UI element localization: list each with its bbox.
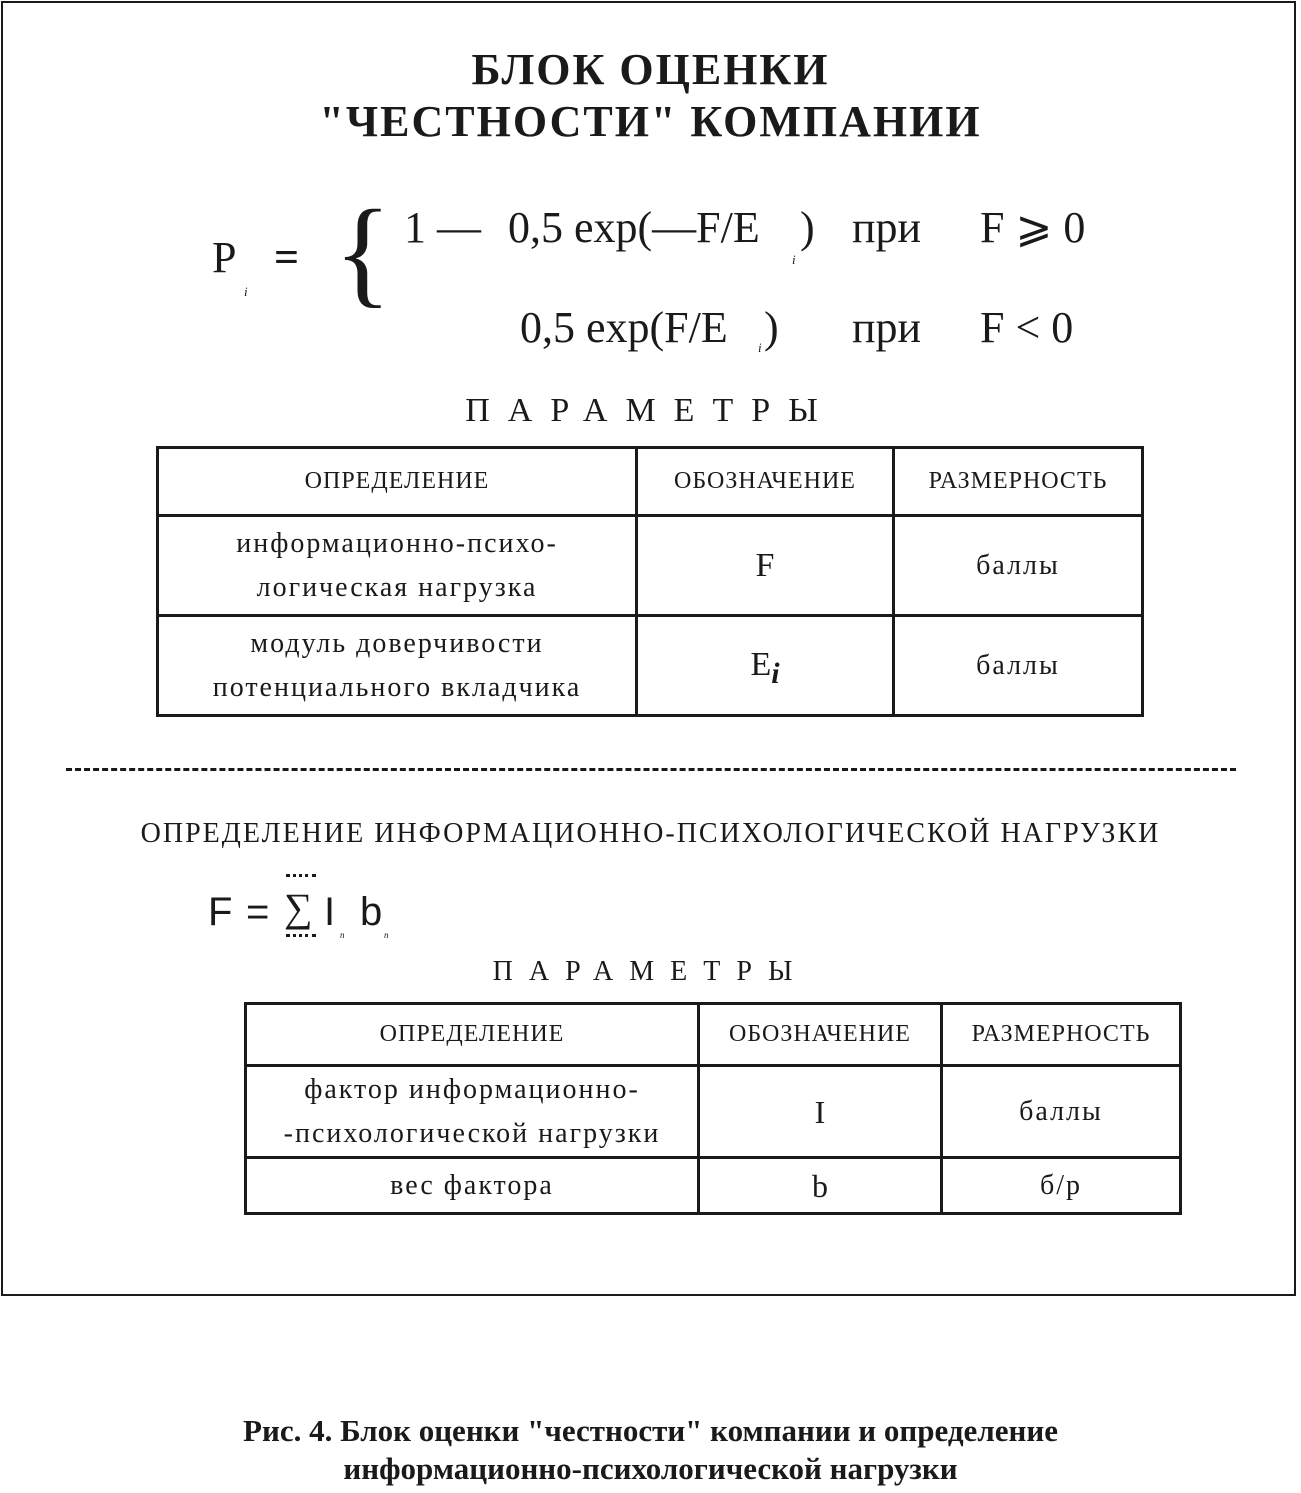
params1-row2-definition-l2: потенциального вкладчика: [212, 671, 582, 703]
formula2-term2: b: [360, 890, 383, 934]
params2-row1-unit: баллы: [942, 1066, 1181, 1158]
params2-header-symbol: ОБОЗНАЧЕНИЕ: [699, 1004, 942, 1066]
params1-row1-definition-l2: логическая нагрузка: [256, 571, 538, 603]
params2-header-unit: РАЗМЕРНОСТЬ: [942, 1004, 1181, 1066]
formula1-case2-cond-word: при: [852, 303, 922, 352]
params2-row1-definition-l1: фактор информационно-: [304, 1073, 640, 1105]
formula1-brace: {: [334, 185, 392, 318]
params1-row2-definition: [158, 616, 637, 716]
params1-row2-unit: баллы: [894, 616, 1143, 716]
formula1-case1-cond-word: при: [852, 203, 922, 252]
formula2-equals: =: [246, 890, 270, 934]
params1-row1-symbol: F: [637, 516, 894, 616]
params1-table: [156, 446, 1144, 717]
params2-row2-definition: вес фактора: [246, 1158, 699, 1214]
figure-caption-line2: информационно-психологической нагрузки: [343, 1451, 958, 1486]
params1-header-row: [158, 448, 1143, 516]
block-title-line2: "ЧЕСТНОСТИ" КОМПАНИИ: [319, 97, 982, 146]
formula2-lhs: F: [208, 890, 233, 934]
params2-row1-definition: [246, 1066, 699, 1158]
params2-header-definition: ОПРЕДЕЛЕНИЕ: [246, 1004, 699, 1066]
formula1-equals: =: [274, 233, 300, 282]
params2-row1-definition-l2: -психологической нагрузки: [283, 1117, 661, 1149]
formula1-case1-close: ): [800, 203, 815, 252]
formula2-sum: ∑: [284, 885, 313, 930]
formula2-term1-sub: n: [340, 930, 345, 940]
section2-heading: ОПРЕДЕЛЕНИЕ ИНФОРМАЦИОННО-ПСИХОЛОГИЧЕСКОЙ НАГРУЗКИ: [140, 818, 1161, 849]
params2-row2-symbol: b: [699, 1158, 942, 1214]
table-row: [158, 516, 1143, 616]
formula1-lhs-sub: i: [244, 284, 248, 299]
params1-row1-definition: [158, 516, 637, 616]
params1-row2-definition-l1: модуль доверчивости: [250, 627, 544, 659]
params1-row1-unit: баллы: [894, 516, 1143, 616]
params1-row1-definition-l1: информационно-психо-: [236, 527, 558, 559]
formula1-lhs: P: [212, 233, 237, 282]
params1-header-unit: РАЗМЕРНОСТЬ: [894, 448, 1143, 516]
table-row: [246, 1066, 1181, 1158]
params2-row2-unit: б/р: [942, 1158, 1181, 1214]
params2-title: ПАРАМЕТРЫ: [492, 956, 809, 987]
params1-row2-symbol: [637, 616, 894, 716]
sum-upper-limit-dots: [286, 874, 316, 877]
formula1-case1-sub: i: [792, 252, 796, 267]
block-title-line1: БЛОК ОЦЕНКИ: [471, 45, 830, 94]
sum-lower-limit-dots: [286, 934, 316, 937]
formula1-case2-sub: i: [758, 340, 762, 355]
params2-header-row: [246, 1004, 1181, 1066]
table-row: [246, 1158, 1181, 1214]
formula1-case1-cond: F ⩾ 0: [980, 203, 1086, 252]
params1-header-symbol: ОБОЗНАЧЕНИЕ: [637, 448, 894, 516]
dashed-divider: [66, 768, 1236, 771]
formula1-case2-close: ): [764, 303, 779, 352]
formula1-case2-b: 0,5 exp(F/E: [520, 303, 728, 352]
params2-row1-symbol: I: [699, 1066, 942, 1158]
formula1-case1-b: 0,5 exp(—F/E: [508, 203, 760, 252]
params1-header-definition: ОПРЕДЕЛЕНИЕ: [158, 448, 637, 516]
params1-row2-symbol-main: E: [750, 646, 772, 683]
params1-title: ПАРАМЕТРЫ: [465, 392, 836, 429]
table-row: [158, 616, 1143, 716]
params2-table: [244, 1002, 1182, 1215]
formula1-case1-a: 1 —: [404, 203, 481, 252]
figure-caption-line1: Рис. 4. Блок оценки "честности" компании и определение: [243, 1413, 1058, 1448]
formula1-case2-cond: F < 0: [980, 303, 1074, 352]
formula2-term1: I: [324, 890, 336, 934]
params1-row2-symbol-sub: i: [771, 657, 780, 690]
formula2-term2-sub: n: [384, 930, 389, 940]
